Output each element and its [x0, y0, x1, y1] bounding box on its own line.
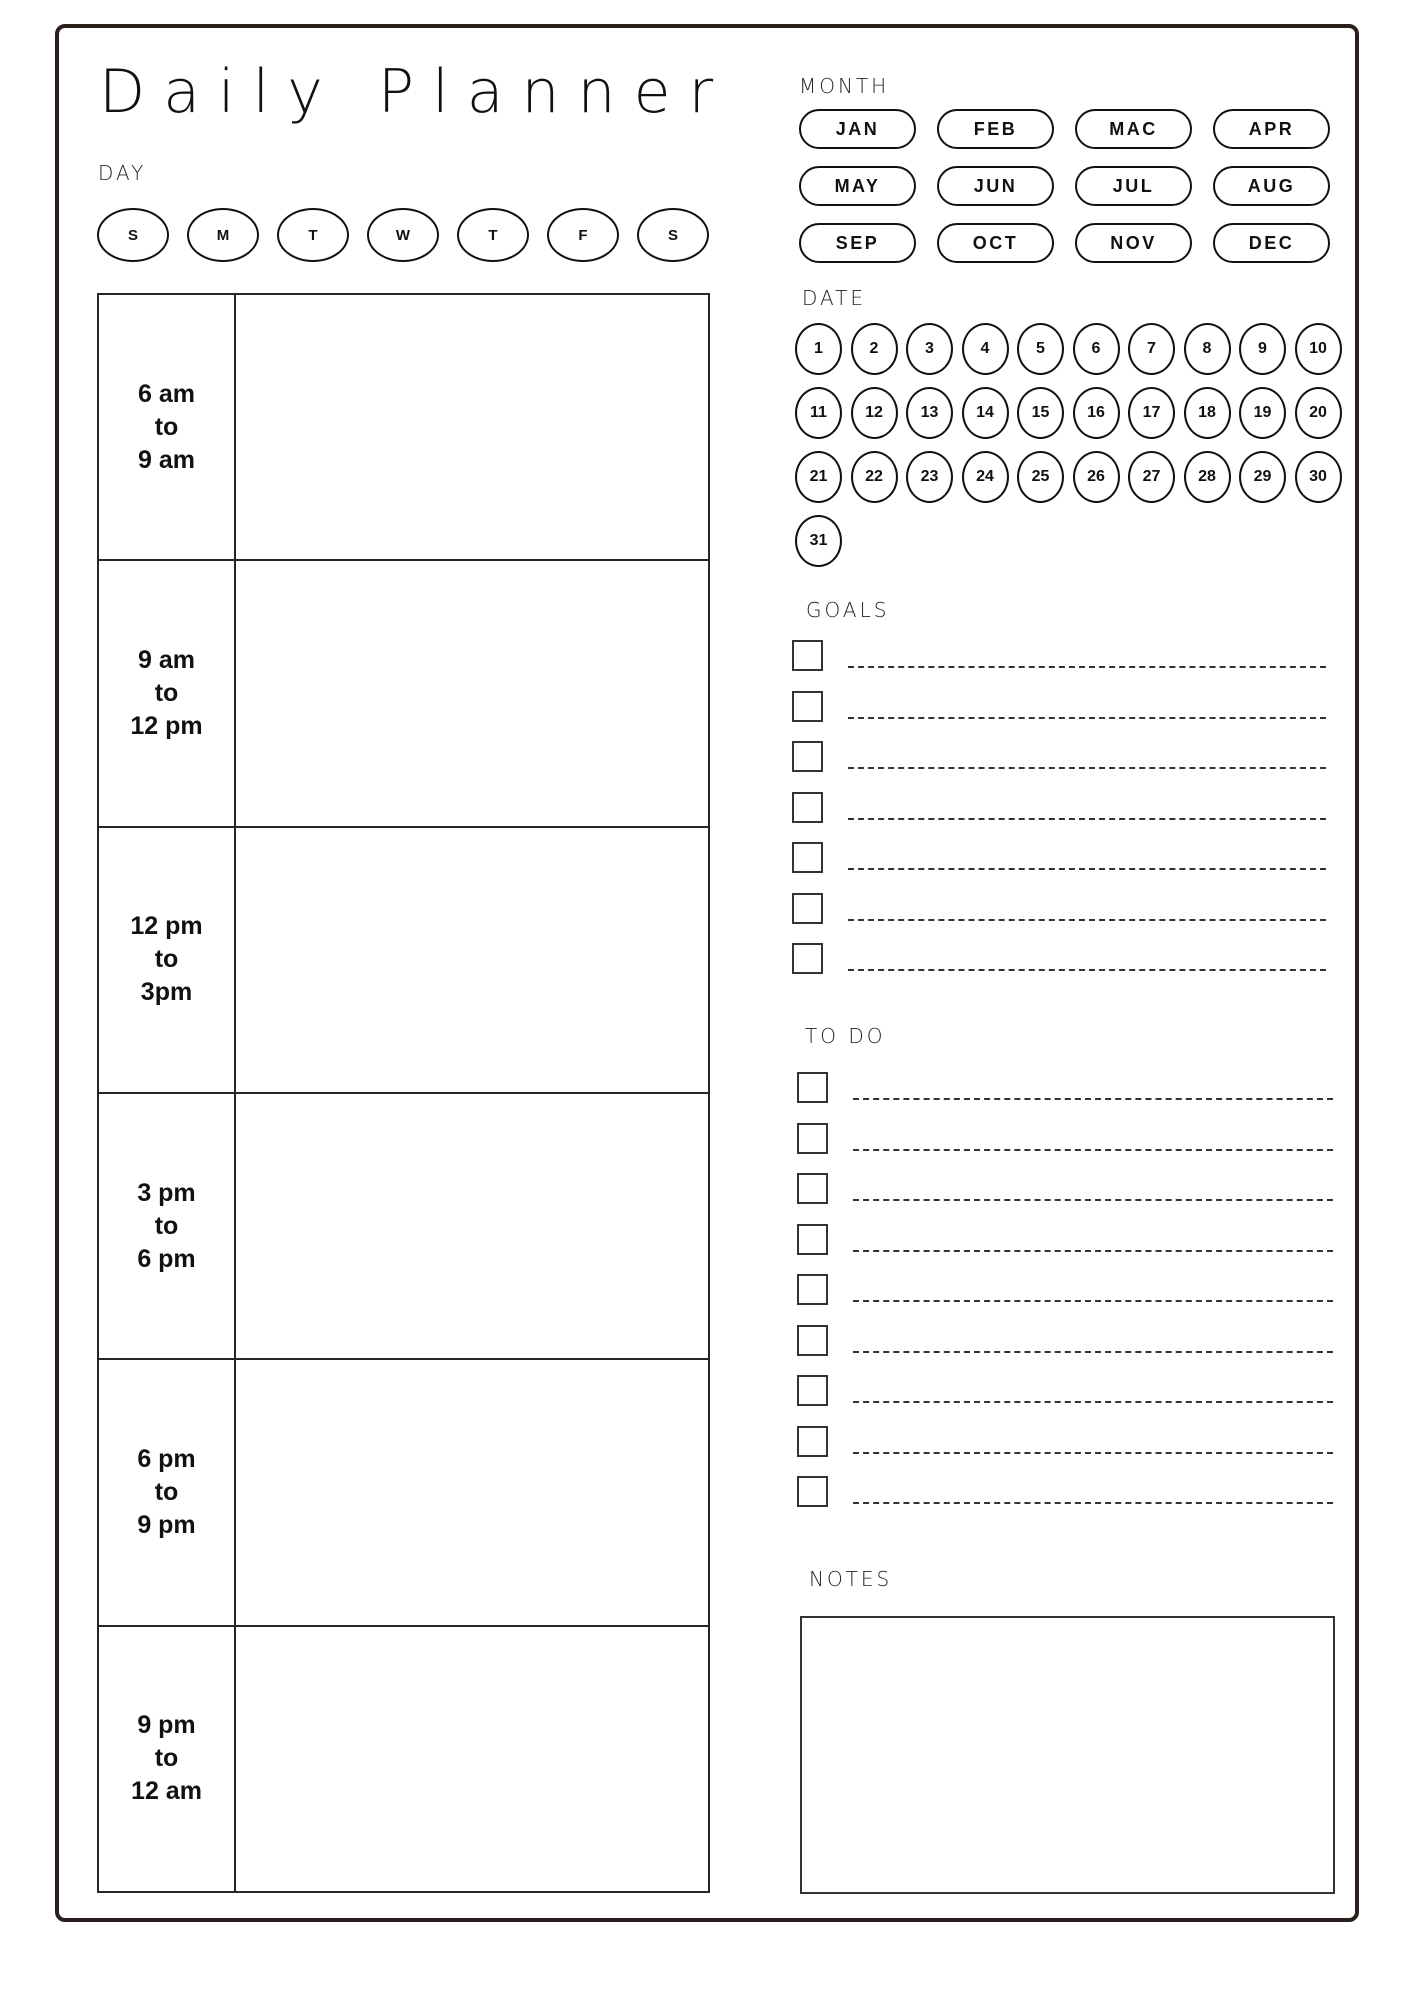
todo-checkbox[interactable] [797, 1224, 828, 1255]
month-option-feb[interactable]: FEB [937, 109, 1054, 149]
time-to-word: to [154, 1477, 179, 1506]
todo-entry-line[interactable] [853, 1149, 1333, 1151]
todo-checkbox[interactable] [797, 1325, 828, 1356]
time-from: 6 pm [137, 1444, 196, 1473]
schedule-row [99, 826, 708, 1092]
todo-checkbox[interactable] [797, 1123, 828, 1154]
goal-checkbox[interactable] [792, 842, 823, 873]
date-option[interactable]: 22 [851, 451, 898, 503]
day-option-saturday[interactable]: S [637, 208, 709, 262]
date-option[interactable]: 3 [906, 323, 953, 375]
goal-checkbox[interactable] [792, 943, 823, 974]
schedule-row [99, 1092, 708, 1358]
goal-entry-line[interactable] [848, 666, 1326, 668]
month-option-nov[interactable]: NOV [1075, 223, 1192, 263]
time-to: 6 pm [137, 1244, 196, 1273]
time-to: 12 am [131, 1777, 202, 1806]
date-option[interactable]: 17 [1128, 387, 1175, 439]
time-to-word: to [154, 1211, 179, 1240]
time-range-label [99, 561, 236, 825]
time-to: 3pm [140, 978, 193, 1007]
date-option[interactable]: 1 [795, 323, 842, 375]
date-option[interactable]: 11 [795, 387, 842, 439]
time-range-label [99, 1094, 236, 1358]
date-option[interactable]: 8 [1184, 323, 1231, 375]
todo-entry-line[interactable] [853, 1300, 1333, 1302]
date-option[interactable]: 12 [851, 387, 898, 439]
date-option[interactable]: 6 [1073, 323, 1120, 375]
time-from: 3 pm [137, 1178, 196, 1207]
goal-checkbox[interactable] [792, 792, 823, 823]
month-option-jul[interactable]: JUL [1075, 166, 1192, 206]
time-from: 12 pm [130, 912, 203, 941]
todo-item [797, 1224, 1333, 1275]
date-option[interactable]: 24 [962, 451, 1009, 503]
month-option-mac[interactable]: MAC [1075, 109, 1192, 149]
todo-entry-line[interactable] [853, 1199, 1333, 1201]
goal-entry-line[interactable] [848, 717, 1326, 719]
goal-item [792, 943, 1326, 994]
todo-checkbox[interactable] [797, 1072, 828, 1103]
todo-item [797, 1476, 1333, 1527]
todo-entry-line[interactable] [853, 1250, 1333, 1252]
schedule-entry-field[interactable] [236, 295, 708, 559]
month-option-sep[interactable]: SEP [799, 223, 916, 263]
day-option-friday[interactable]: F [547, 208, 619, 262]
goal-entry-line[interactable] [848, 969, 1326, 971]
day-option-sunday[interactable]: S [97, 208, 169, 262]
todo-checkbox[interactable] [797, 1274, 828, 1305]
todo-entry-line[interactable] [853, 1401, 1333, 1403]
goal-checkbox[interactable] [792, 691, 823, 722]
time-from: 9 pm [137, 1711, 196, 1740]
todo-item [797, 1274, 1333, 1325]
schedule-entry-field[interactable] [236, 561, 708, 825]
todo-entry-line[interactable] [853, 1098, 1333, 1100]
date-option[interactable]: 16 [1073, 387, 1120, 439]
time-to-word: to [154, 945, 179, 974]
todo-item [797, 1123, 1333, 1174]
day-option-thursday[interactable]: T [457, 208, 529, 262]
goal-item [792, 741, 1326, 792]
todo-entry-line[interactable] [853, 1502, 1333, 1504]
schedule-row [99, 295, 708, 559]
time-range-label [99, 295, 236, 559]
schedule-entry-field[interactable] [236, 1094, 708, 1358]
todo-item [797, 1173, 1333, 1224]
goal-entry-line[interactable] [848, 919, 1326, 921]
time-to-word: to [154, 678, 179, 707]
time-from: 6 am [138, 379, 195, 408]
month-selector [799, 109, 1330, 263]
todo-label: TO DO [805, 1024, 886, 1048]
todo-checkbox[interactable] [797, 1173, 828, 1204]
time-range-label [99, 1360, 236, 1624]
date-option[interactable]: 5 [1017, 323, 1064, 375]
date-option[interactable]: 29 [1239, 451, 1286, 503]
month-label: MONTH [799, 74, 890, 98]
date-option[interactable]: 26 [1073, 451, 1120, 503]
month-option-aug[interactable]: AUG [1213, 166, 1330, 206]
date-option[interactable]: 31 [795, 515, 842, 567]
date-option[interactable]: 2 [851, 323, 898, 375]
goal-entry-line[interactable] [848, 818, 1326, 820]
month-option-jan[interactable]: JAN [799, 109, 916, 149]
date-option[interactable]: 10 [1295, 323, 1342, 375]
goal-item [792, 792, 1326, 843]
date-option[interactable]: 7 [1128, 323, 1175, 375]
schedule-row [99, 559, 708, 825]
todo-entry-line[interactable] [853, 1351, 1333, 1353]
todo-item [797, 1325, 1333, 1376]
day-label: DAY [98, 161, 147, 185]
schedule-entry-field[interactable] [236, 1360, 708, 1624]
schedule-entry-field[interactable] [236, 1627, 708, 1891]
day-selector [97, 208, 709, 262]
date-option[interactable]: 13 [906, 387, 953, 439]
date-option[interactable]: 9 [1239, 323, 1286, 375]
date-option[interactable]: 28 [1184, 451, 1231, 503]
goal-item [792, 691, 1326, 742]
todo-item [797, 1426, 1333, 1477]
schedule-row [99, 1625, 708, 1891]
todo-checkbox[interactable] [797, 1426, 828, 1457]
date-option[interactable]: 20 [1295, 387, 1342, 439]
goal-checkbox[interactable] [792, 893, 823, 924]
todo-entry-line[interactable] [853, 1452, 1333, 1454]
goals-label: GOALS [806, 598, 890, 622]
month-option-may[interactable]: MAY [799, 166, 916, 206]
notes-box[interactable] [800, 1616, 1335, 1894]
date-option[interactable]: 23 [906, 451, 953, 503]
date-option[interactable]: 18 [1184, 387, 1231, 439]
day-option-tuesday[interactable]: T [277, 208, 349, 262]
todo-checkbox[interactable] [797, 1375, 828, 1406]
todo-list [797, 1072, 1333, 1527]
date-option[interactable]: 21 [795, 451, 842, 503]
date-option[interactable]: 15 [1017, 387, 1064, 439]
month-option-jun[interactable]: JUN [937, 166, 1054, 206]
time-to: 12 pm [130, 711, 203, 740]
date-option[interactable]: 14 [962, 387, 1009, 439]
month-option-apr[interactable]: APR [1213, 109, 1330, 149]
goals-list [792, 640, 1326, 994]
todo-item [797, 1072, 1333, 1123]
time-to: 9 am [138, 445, 195, 474]
time-from: 9 am [138, 645, 195, 674]
time-to-word: to [154, 412, 179, 441]
date-option[interactable]: 25 [1017, 451, 1064, 503]
date-selector [795, 323, 1342, 567]
date-label: DATE [802, 286, 867, 310]
notes-label: NOTES [809, 1567, 893, 1591]
schedule-entry-field[interactable] [236, 828, 708, 1092]
todo-item [797, 1375, 1333, 1426]
goal-entry-line[interactable] [848, 868, 1326, 870]
time-to-word: to [154, 1744, 179, 1773]
schedule-row [99, 1358, 708, 1624]
day-option-wednesday[interactable]: W [367, 208, 439, 262]
todo-checkbox[interactable] [797, 1476, 828, 1507]
date-option[interactable]: 30 [1295, 451, 1342, 503]
date-option[interactable]: 27 [1128, 451, 1175, 503]
schedule-table [97, 293, 710, 1893]
month-option-dec[interactable]: DEC [1213, 223, 1330, 263]
goal-checkbox[interactable] [792, 741, 823, 772]
time-range-label [99, 828, 236, 1092]
goal-item [792, 640, 1326, 691]
page-title: Daily Planner [99, 57, 732, 127]
goal-checkbox[interactable] [792, 640, 823, 671]
date-option[interactable]: 19 [1239, 387, 1286, 439]
time-range-label [99, 1627, 236, 1891]
time-to: 9 pm [137, 1510, 196, 1539]
day-option-monday[interactable]: M [187, 208, 259, 262]
date-option[interactable]: 4 [962, 323, 1009, 375]
month-option-oct[interactable]: OCT [937, 223, 1054, 263]
goal-item [792, 893, 1326, 944]
goal-entry-line[interactable] [848, 767, 1326, 769]
goal-item [792, 842, 1326, 893]
